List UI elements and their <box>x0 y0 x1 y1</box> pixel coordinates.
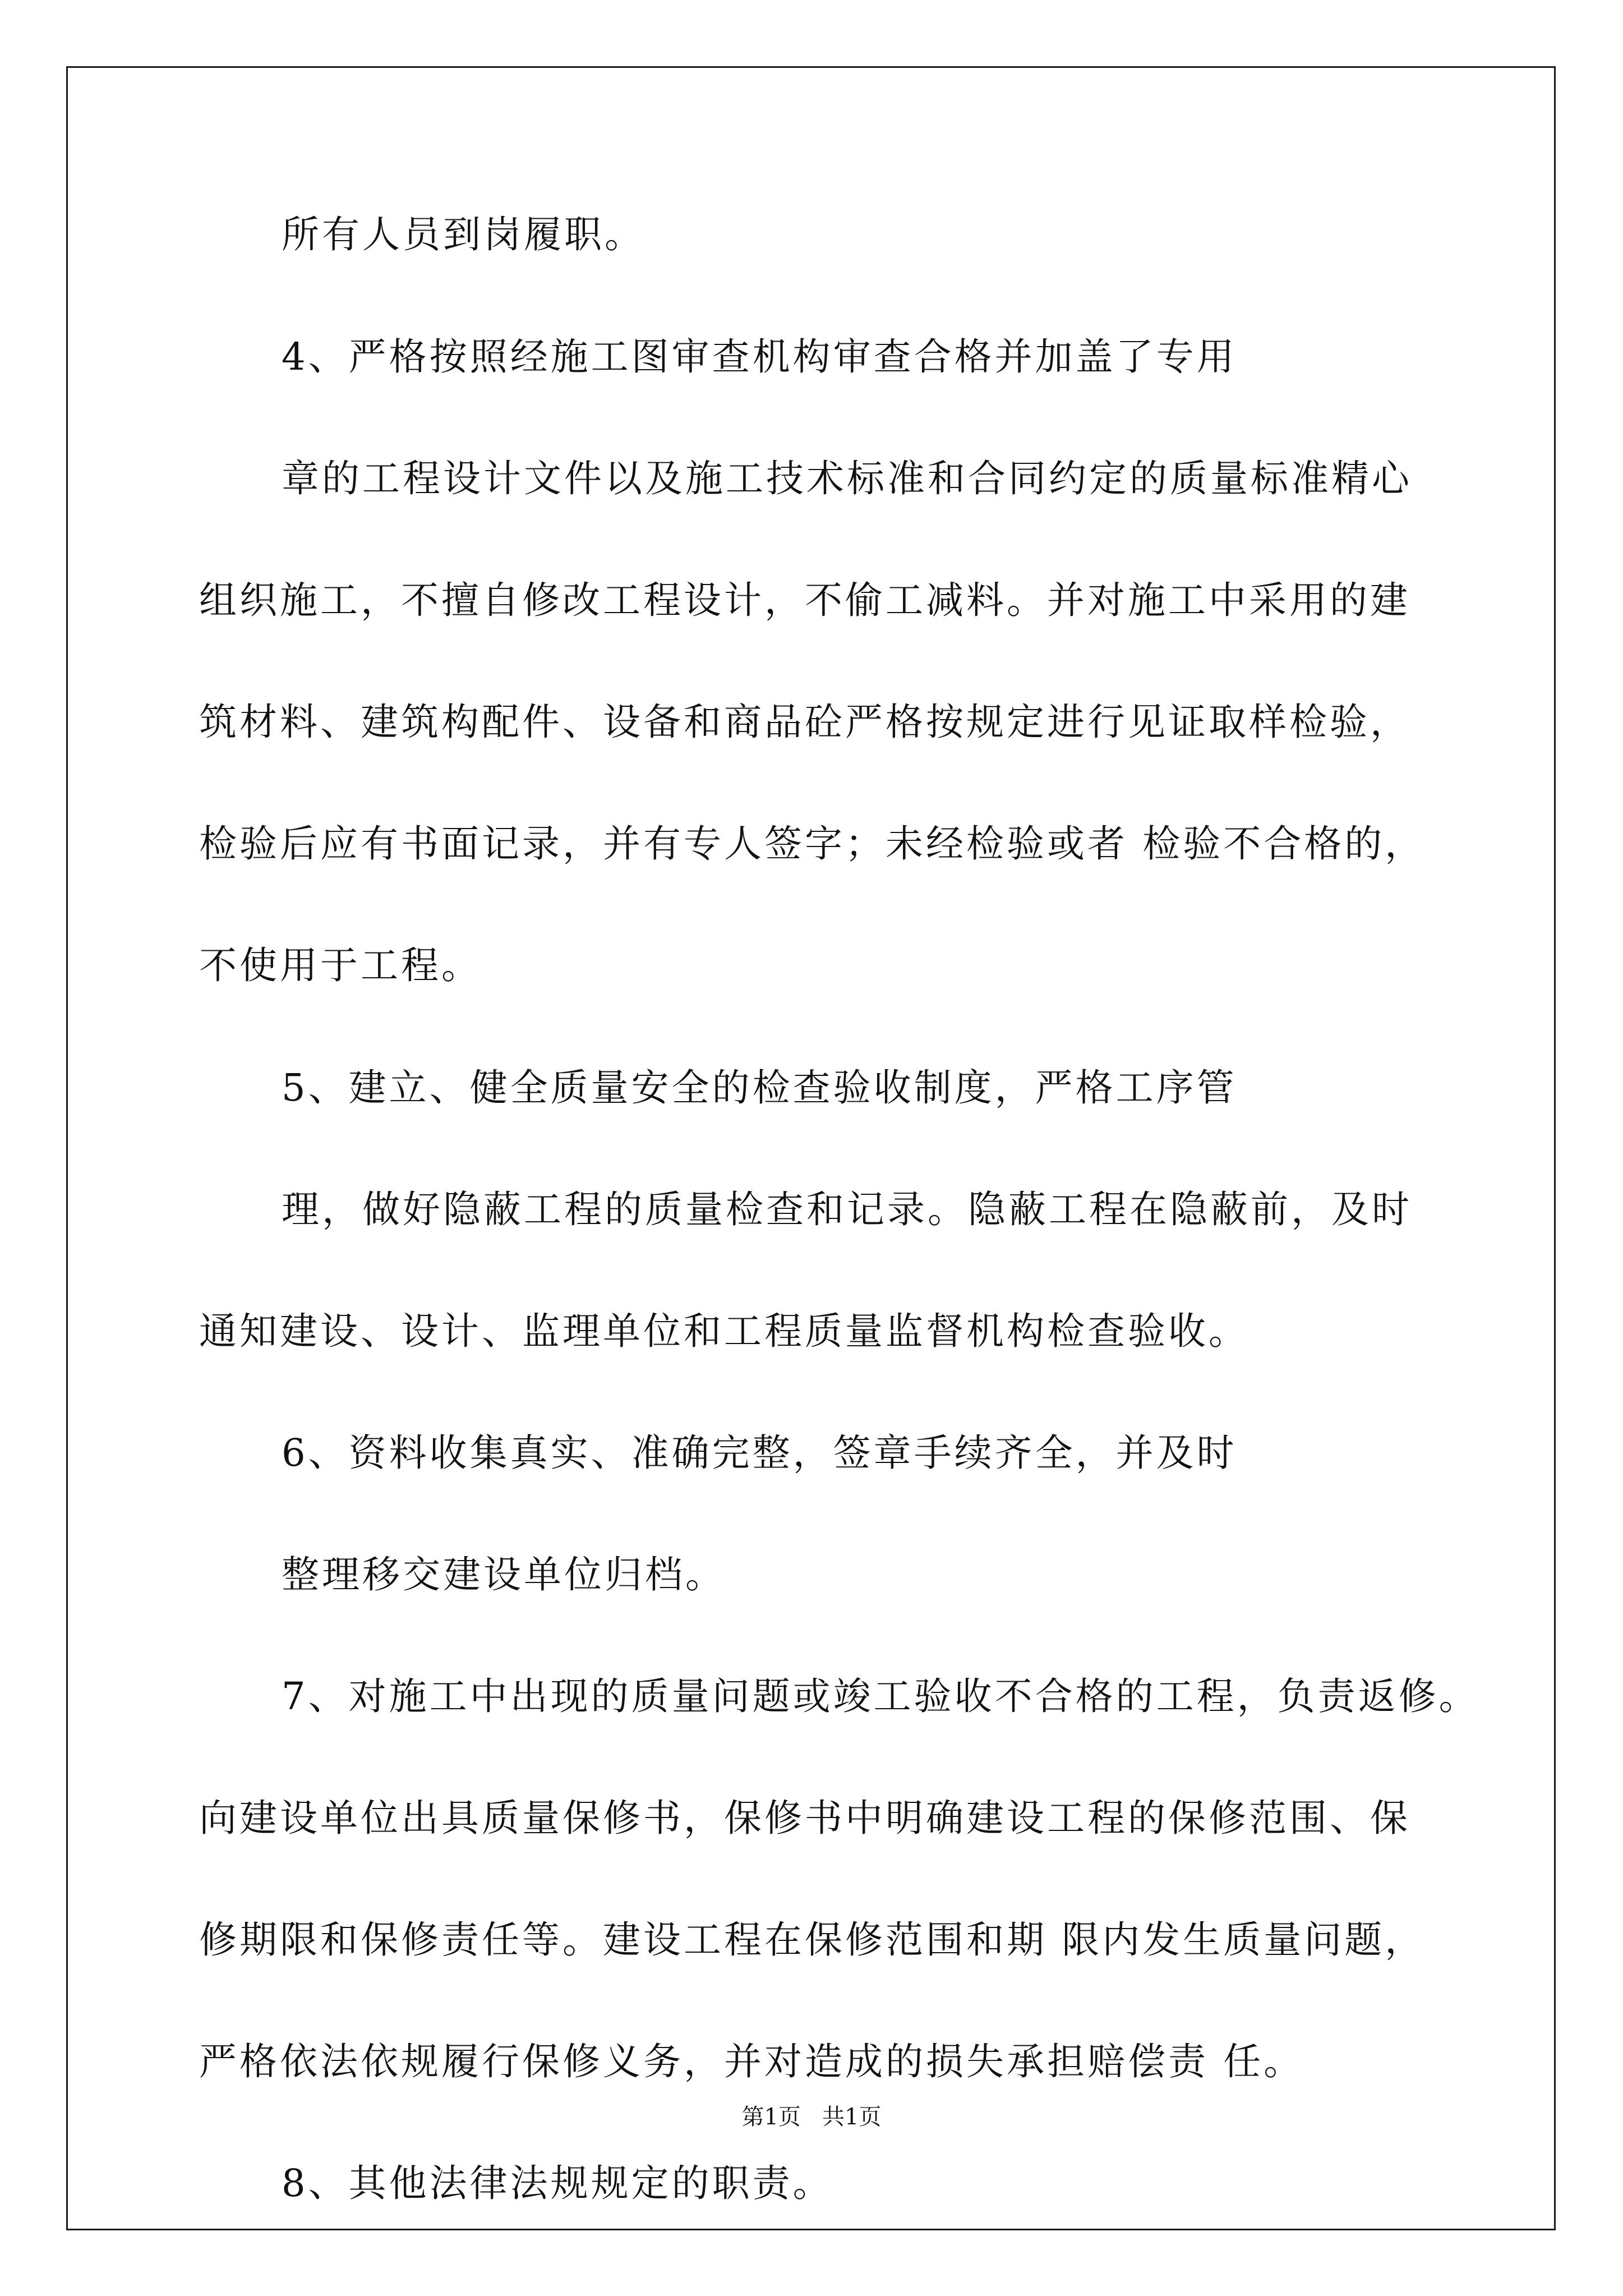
text-line-9: 理，做好隐蔽工程的质量检查和记录。隐蔽工程在隐蔽前，及时 <box>282 1188 1412 1231</box>
text-line-12: 整理移交建设单位归档。 <box>282 1553 726 1596</box>
text-line-1: 所有人员到岗履职。 <box>282 213 645 256</box>
text-line-15: 修期限和保修责任等。建设工程在保修范围和期 限内发生质量问题， <box>199 1918 1426 1962</box>
page-border <box>66 66 1556 2230</box>
text-line-7: 不使用于工程。 <box>199 944 482 987</box>
text-line-16: 严格依法依规履行保修义务，并对造成的损失承担赔偿责 任。 <box>199 2040 1304 2083</box>
text-line-2: 4、严格按照经施工图审查机构审查合格并加盖了专用 <box>282 335 1237 379</box>
text-line-5: 筑材料、建筑构配件、设备和商品砼严格按规定进行见证取样检验， <box>199 700 1410 744</box>
text-line-8: 5、建立、健全质量安全的检查验收制度，严格工序管 <box>282 1066 1237 1110</box>
text-line-13: 7、对施工中出现的质量问题或竣工验收不合格的工程，负责返修。 <box>282 1674 1479 1718</box>
text-line-6: 检验后应有书面记录，并有专人签字；未经检验或者 检验不合格的， <box>199 822 1426 866</box>
page-number-footer: 第1页 共1页 <box>741 2104 882 2130</box>
text-line-10: 通知建设、设计、监理单位和工程质量监督机构检查验收。 <box>199 1309 1249 1353</box>
text-line-4: 组织施工，不擅自修改工程设计，不偷工减料。并对施工中采用的建 <box>199 578 1410 622</box>
text-line-3: 章的工程设计文件以及施工技术标准和合同约定的质量标准精心 <box>282 457 1412 500</box>
text-line-14: 向建设单位出具质量保修书，保修书中明确建设工程的保修范围、保 <box>199 1796 1410 1840</box>
text-line-11: 6、资料收集真实、准确完整，签章手续齐全，并及时 <box>282 1431 1237 1475</box>
text-line-17: 8、其他法律法规规定的职责。 <box>282 2161 833 2205</box>
